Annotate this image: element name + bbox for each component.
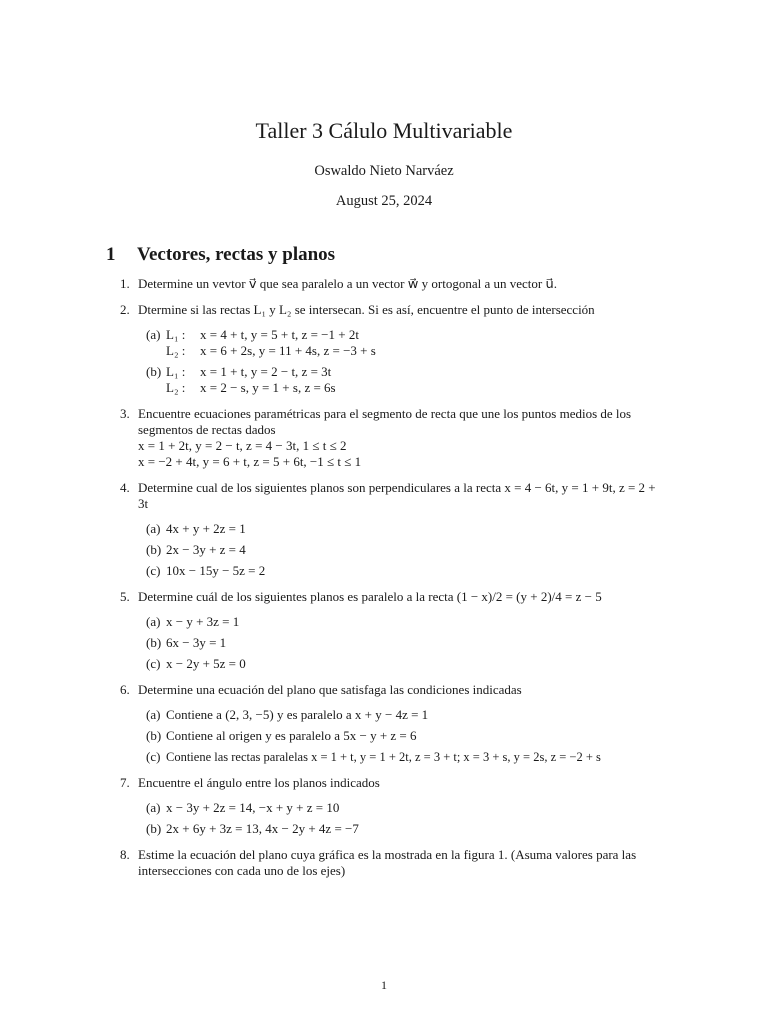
exercise-text: Determine una ecuación del plano que satisfaga las condiciones indicadas: [138, 682, 522, 697]
exercise-text: Dtermine si las rectas L₁ y L₂ se intersecan. Si es así, encuentre el punto de intersección: [138, 302, 595, 317]
sub-item-list: [146, 327, 665, 396]
exercise-text: Encuentre el ángulo entre los planos indicados: [138, 775, 380, 790]
sub-item-label: (c): [146, 656, 161, 671]
sub-item-text: 6x − 3y = 1: [166, 635, 227, 650]
exercise-item: [120, 406, 665, 470]
exercise-item: [120, 276, 665, 292]
sub-item-label: (a): [146, 614, 161, 629]
document-title: Taller 3 Cálulo Multivariable: [255, 118, 513, 143]
sub-item-label: (b): [146, 542, 162, 557]
sub-item: [146, 542, 665, 558]
sub-item: [146, 635, 665, 651]
sub-item-label: (b): [146, 635, 162, 650]
line-name: L₂ :: [166, 343, 186, 358]
line-name: L₂ :: [166, 380, 186, 395]
exercise-item: [120, 302, 665, 396]
exercise-text: Determine un vevtor v⃗ que sea paralelo a un vector w⃗ y ortogonal a un vector u⃗.: [138, 276, 557, 291]
exercise-number: 3.: [120, 406, 130, 421]
sub-item-list: [146, 707, 665, 765]
exercise-item: [120, 775, 665, 837]
exercise-text: Determine cuál de los siguientes planos es paralelo a la recta (1 − x)/2 = (y + 2)/4 = z − 5: [138, 589, 602, 604]
sub-item-label: (b): [146, 728, 162, 743]
sub-item-text: 2x − 3y + z = 4: [166, 542, 246, 557]
exercise-number: 4.: [120, 480, 130, 495]
sub-item-text: 2x + 6y + 3z = 13, 4x − 2y + 4z = −7: [166, 821, 359, 836]
section-title: Vectores, rectas y planos: [137, 244, 336, 265]
sub-item-text: Contiene a (2, 3, −5) y es paralelo a x + y − 4z = 1: [166, 707, 429, 722]
exercise-text: Encuentre ecuaciones paramétricas para el segmento de recta que une los puntos medios de los segmentos de rectas dados: [138, 406, 632, 437]
sub-item: [146, 707, 665, 723]
sub-item-label: (c): [146, 749, 161, 764]
exercise-number: 2.: [120, 302, 130, 317]
sub-item-label: (a): [146, 800, 161, 815]
sub-item-label: (a): [146, 327, 161, 342]
sub-item-label: (c): [146, 563, 161, 578]
exercise-item: [120, 682, 665, 765]
sub-item-text: x − 3y + 2z = 14, −x + y + z = 10: [166, 800, 340, 815]
exercise-item: [120, 589, 665, 672]
sub-item: [146, 821, 665, 837]
sub-item: [146, 327, 665, 359]
sub-item: [146, 563, 665, 579]
exercise-number: 1.: [120, 276, 130, 291]
segment-equation: x = 1 + 2t, y = 2 − t, z = 4 − 3t, 1 ≤ t ≤ 2: [138, 438, 347, 453]
sub-item: [146, 614, 665, 630]
sub-item-label: (a): [146, 707, 161, 722]
exercise-number: 7.: [120, 775, 130, 790]
sub-item: [146, 364, 665, 396]
document-date: August 25, 2024: [335, 193, 433, 209]
sub-item: [146, 656, 665, 672]
segment-equation: x = −2 + 4t, y = 6 + t, z = 5 + 6t, −1 ≤ t ≤ 1: [138, 454, 362, 469]
line-name: L₁ :: [166, 327, 186, 342]
sub-item-text: 10x − 15y − 5z = 2: [166, 563, 266, 578]
sub-item-text: x − y + 3z = 1: [166, 614, 240, 629]
exercise-number: 5.: [120, 589, 130, 604]
exercise-item: [120, 480, 665, 579]
sub-item-text: Contiene al origen y es paralelo a 5x − y + z = 6: [166, 728, 417, 743]
sub-item-list: [146, 800, 665, 837]
section-heading: [106, 244, 335, 266]
sub-item-text: Contiene las rectas paralelas x = 1 + t, y = 1 + 2t, z = 3 + t; x = 3 + s, y = 2s, z = −2 + s: [166, 750, 601, 764]
sub-item: [146, 521, 665, 537]
sub-item: [146, 749, 665, 765]
sub-item-label: (b): [146, 364, 162, 379]
page-number: 1: [381, 978, 387, 992]
sub-item-list: [146, 521, 665, 579]
sub-item: [146, 728, 665, 744]
exercise-text: Estime la ecuación del plano cuya gráfica es la mostrada en la figura 1. (Asuma valores para las intersecciones con cada uno de los ejes): [138, 847, 637, 878]
sub-item: [146, 800, 665, 816]
sub-item-label: (a): [146, 521, 161, 536]
exercise-text: Determine cual de los siguientes planos son perpendiculares a la recta x = 4 − 6t, y = 1 + 9t, z = 2 + 3t: [138, 480, 656, 511]
exercise-list: [120, 276, 665, 889]
line-name: L₁ :: [166, 364, 186, 379]
exercise-item: [120, 847, 665, 879]
exercise-number: 6.: [120, 682, 130, 697]
line-equation: x = 1 + t, y = 2 − t, z = 3t: [200, 364, 332, 379]
sub-item-text: 4x + y + 2z = 1: [166, 521, 246, 536]
exercise-number: 8.: [120, 847, 130, 862]
section-number: 1: [106, 244, 116, 265]
line-equation: x = 4 + t, y = 5 + t, z = −1 + 2t: [200, 327, 359, 342]
sub-item-label: (b): [146, 821, 162, 836]
line-equation: x = 6 + 2s, y = 11 + 4s, z = −3 + s: [200, 343, 376, 358]
sub-item-list: [146, 614, 665, 672]
sub-item-text: x − 2y + 5z = 0: [166, 656, 246, 671]
document-author: Oswaldo Nieto Narváez: [314, 163, 454, 179]
line-equation: x = 2 − s, y = 1 + s, z = 6s: [200, 380, 336, 395]
